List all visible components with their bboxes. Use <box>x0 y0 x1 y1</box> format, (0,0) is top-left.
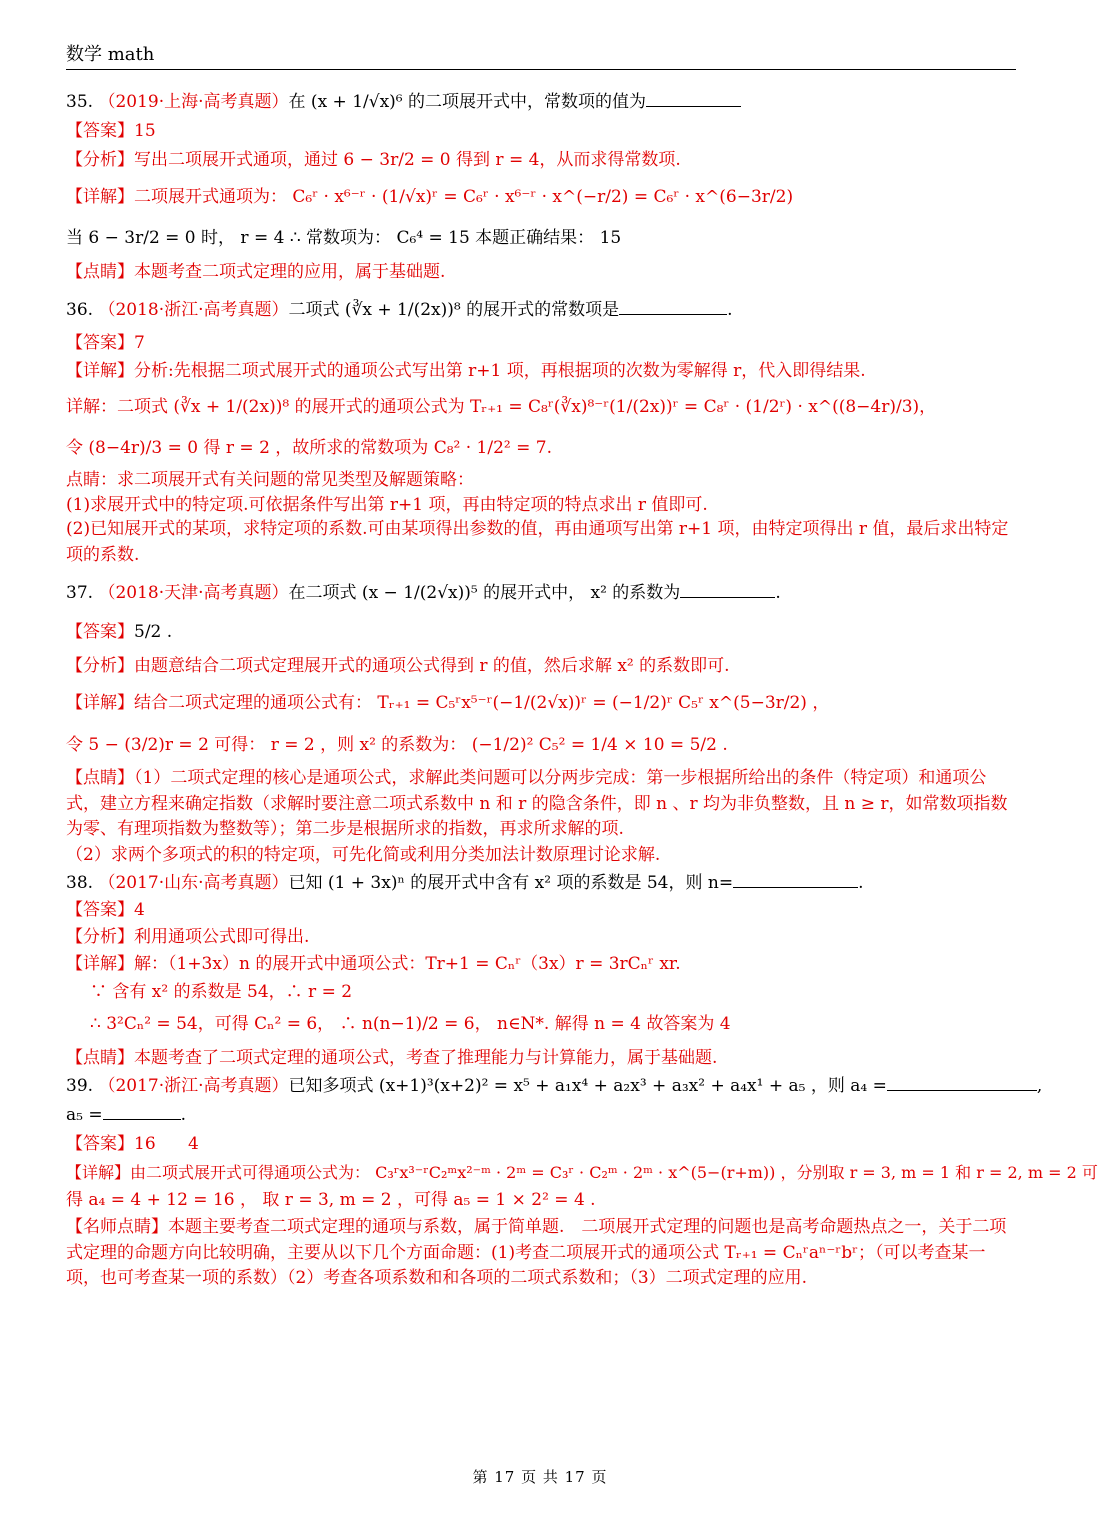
detail-line: 【详解】结合二项式定理的通项公式有： Tᵣ₊₁ = C₅ʳx⁵⁻ʳ(−1/(2√x))ʳ = (−1/2)ʳ C₅ʳ x^(5−3r/2) ， <box>66 693 830 714</box>
answer-blank <box>680 580 775 598</box>
detail-extra: 当 6 − 3r/2 = 0 时， r = 4 ∴ 常数项为： C₆⁴ = 15 本题正确结果： 15 <box>66 227 622 248</box>
answer-line: 【答案】16 4 <box>66 1134 199 1155</box>
detail-line-2: ∵ 含有 x² 的系数是 54，∴ r = 2 <box>90 982 353 1003</box>
detail-line: 【详解】由二项式展开式可得通项公式为： C₃ʳx³⁻ʳC₂ᵐx²⁻ᵐ · 2ᵐ = C₃ʳ · C₂ᵐ · 2ᵐ · x^(5−(r+m)) ，分别取 r = 3, m = 1 和 r = 2, m = 2 可 <box>66 1163 1098 1183</box>
analysis-line: 【分析】利用通项公式即可得出. <box>66 926 310 947</box>
question-source: （2018·天津·高考真题） <box>98 583 289 604</box>
answer-line: 【答案】5/2 . <box>66 622 173 643</box>
comment-item-2: (2)已知展开式的某项，求特定项的系数.可由某项得出参数的值，再由通项写出第 r+1 项，由特定项得出 r 值，最后求出特定项的系数. <box>66 519 1009 565</box>
answer-blank-a5 <box>103 1102 181 1120</box>
question-source: （2019·上海·高考真题） <box>98 92 289 112</box>
detail-line-2: 得 a₄ = 4 + 12 = 16 ， 取 r = 3, m = 2 ，可得 a₅ = 1 × 2² = 4 . <box>66 1190 596 1211</box>
comment-item-1: (1)求展开式中的特定项.可依据条件写出第 r+1 项，再由特定项的特点求出 r 值即可. <box>66 494 708 515</box>
question-source: （2017·浙江·高考真题） <box>98 1076 289 1097</box>
detail-line: 【详解】解：（1+3x）n 的展开式中通项公式：Tr+1 = Cₙʳ（3x）r = 3rCₙʳ xr. <box>66 954 681 975</box>
comment-title: 点睛：求二项展开式有关问题的常见类型及解题策略： <box>66 469 474 490</box>
question-35 <box>66 88 1016 287</box>
question-36 <box>66 293 1016 568</box>
page-header <box>66 40 1016 70</box>
page-footer <box>0 1466 1080 1487</box>
analysis-line: 【分析】写出二项展开式通项，通过 6 − 3r/2 = 0 得到 r = 4，从而求得常数项. <box>66 149 681 170</box>
question-stem: 37. （2018·天津·高考真题）在二项式 (x − 1/(2√x))⁵ 的展开式中， x² 的系数为 . <box>66 574 1016 613</box>
page-content <box>66 82 1098 1292</box>
question-stem: 35. （2019·上海·高考真题）在 (x + 1/√x)⁶ 的二项展开式中，常数项的值为 <box>66 88 1016 117</box>
answer-line: 【答案】7 <box>66 332 145 353</box>
detail-line-2: 详解：二项式 (∛x + 1/(2x))⁸ 的展开式的通项公式为 Tᵣ₊₁ = C₈ʳ(∛x)⁸⁻ʳ(1/(2x))ʳ = C₈ʳ · (1/2ʳ) · x^((8−4r)/3)， <box>66 397 937 418</box>
comment-line: 【点睛】本题考查了二项式定理的通项公式，考查了推理能力与计算能力，属于基础题. <box>66 1047 718 1068</box>
answer-line: 【答案】15 <box>66 120 156 141</box>
question-source: （2018·浙江·高考真题） <box>98 299 289 320</box>
detail-line: 【详解】分析:先根据二项式展开式的通项公式写出第 r+1 项，再根据项的次数为零解得 r，代入即得结果. <box>66 361 866 382</box>
question-source: （2017·山东·高考真题） <box>98 873 289 894</box>
detail-line-3: ∴ 3²Cₙ² = 54，可得 Cₙ² = 6， ∴ n(n−1)/2 = 6， n∈N*. 解得 n = 4 故答案为 4 <box>90 1014 731 1035</box>
answer-blank <box>733 870 858 888</box>
question-38 <box>66 870 1016 1072</box>
header-title: 数学 math <box>66 44 155 65</box>
question-stem: 36. （2018·浙江·高考真题）二项式 (∛x + 1/(2x))⁸ 的展开式的常数项是 . <box>66 293 1016 329</box>
detail-line: 【详解】二项展开式通项为： C₆ʳ · x⁶⁻ʳ · (1/√x)ʳ = C₆ʳ · x⁶⁻ʳ · x^(−r/2) = C₆ʳ · x^(6−3r/2) <box>66 186 794 207</box>
comment-line: 【点睛】（1）二项式定理的核心是通项公式，求解此类问题可以分两步完成：第一步根据所给出的条件（特定项）和通项公式，建立方程来确定指数（求解时要注意二项式系数中 n 和 r 的隐含条件，即 n 、r 均为非负整数，且 n ≥ r，如常数项指数为零、有理项指数为整数等）；第二步是根据所求的指数，再求所求解的项. <box>66 768 1008 840</box>
comment-line: 【名师点睛】本题主要考查二项式定理的通项与系数，属于简单题. 二项展开式定理的问题也是高考命题热点之一，关于二项式定理的命题方向比较明确，主要从以下几个方面命题：(1)考查二项展开式的通项公式 Tᵣ₊₁ = Cₙʳaⁿ⁻ʳbʳ；（可以考查某一项，也可考查某一项的系数）（2）考查各项系数和和各项的二项式系数和；（3）二项式定理的应用. <box>66 1217 1007 1289</box>
answer-blank-a4 <box>887 1073 1037 1091</box>
page-number: 第 17 页 共 17 页 <box>472 1468 608 1486</box>
answer-blank <box>619 297 727 315</box>
question-stem: 38. （2017·山东·高考真题）已知 (1 + 3x)ⁿ 的展开式中含有 x² 项的系数是 54，则 n= . <box>66 870 1016 897</box>
detail-line-3: 令 (8−4r)/3 = 0 得 r = 2 ，故所求的常数项为 C₈² · 1/2² = 7. <box>66 437 552 458</box>
answer-blank <box>646 89 741 107</box>
question-stem: 39. （2017·浙江·高考真题）已知多项式 (x+1)³(x+2)² = x⁵ + a₁x⁴ + a₂x³ + a₃x² + a₄x¹ + a₅ ，则 a₄ = , <box>66 1072 1016 1101</box>
question-stem-2: a₅ = . <box>66 1101 1016 1130</box>
comment-line: 【点睛】本题考查二项式定理的应用，属于基础题. <box>66 261 446 282</box>
analysis-line: 【分析】由题意结合二项式定理展开式的通项公式得到 r 的值，然后求解 x² 的系数即可. <box>66 656 730 677</box>
question-39 <box>66 1072 1098 1291</box>
question-37 <box>66 574 1016 868</box>
comment-line-2: （2）求两个多项式的积的特定项，可先化简或利用分类加法计数原理讨论求解. <box>66 844 661 865</box>
answer-line: 【答案】4 <box>66 900 145 921</box>
detail-extra: 令 5 − (3/2)r = 2 可得： r = 2 ，则 x² 的系数为： (−1/2)² C₅² = 1/4 × 10 = 5/2 . <box>66 735 728 756</box>
